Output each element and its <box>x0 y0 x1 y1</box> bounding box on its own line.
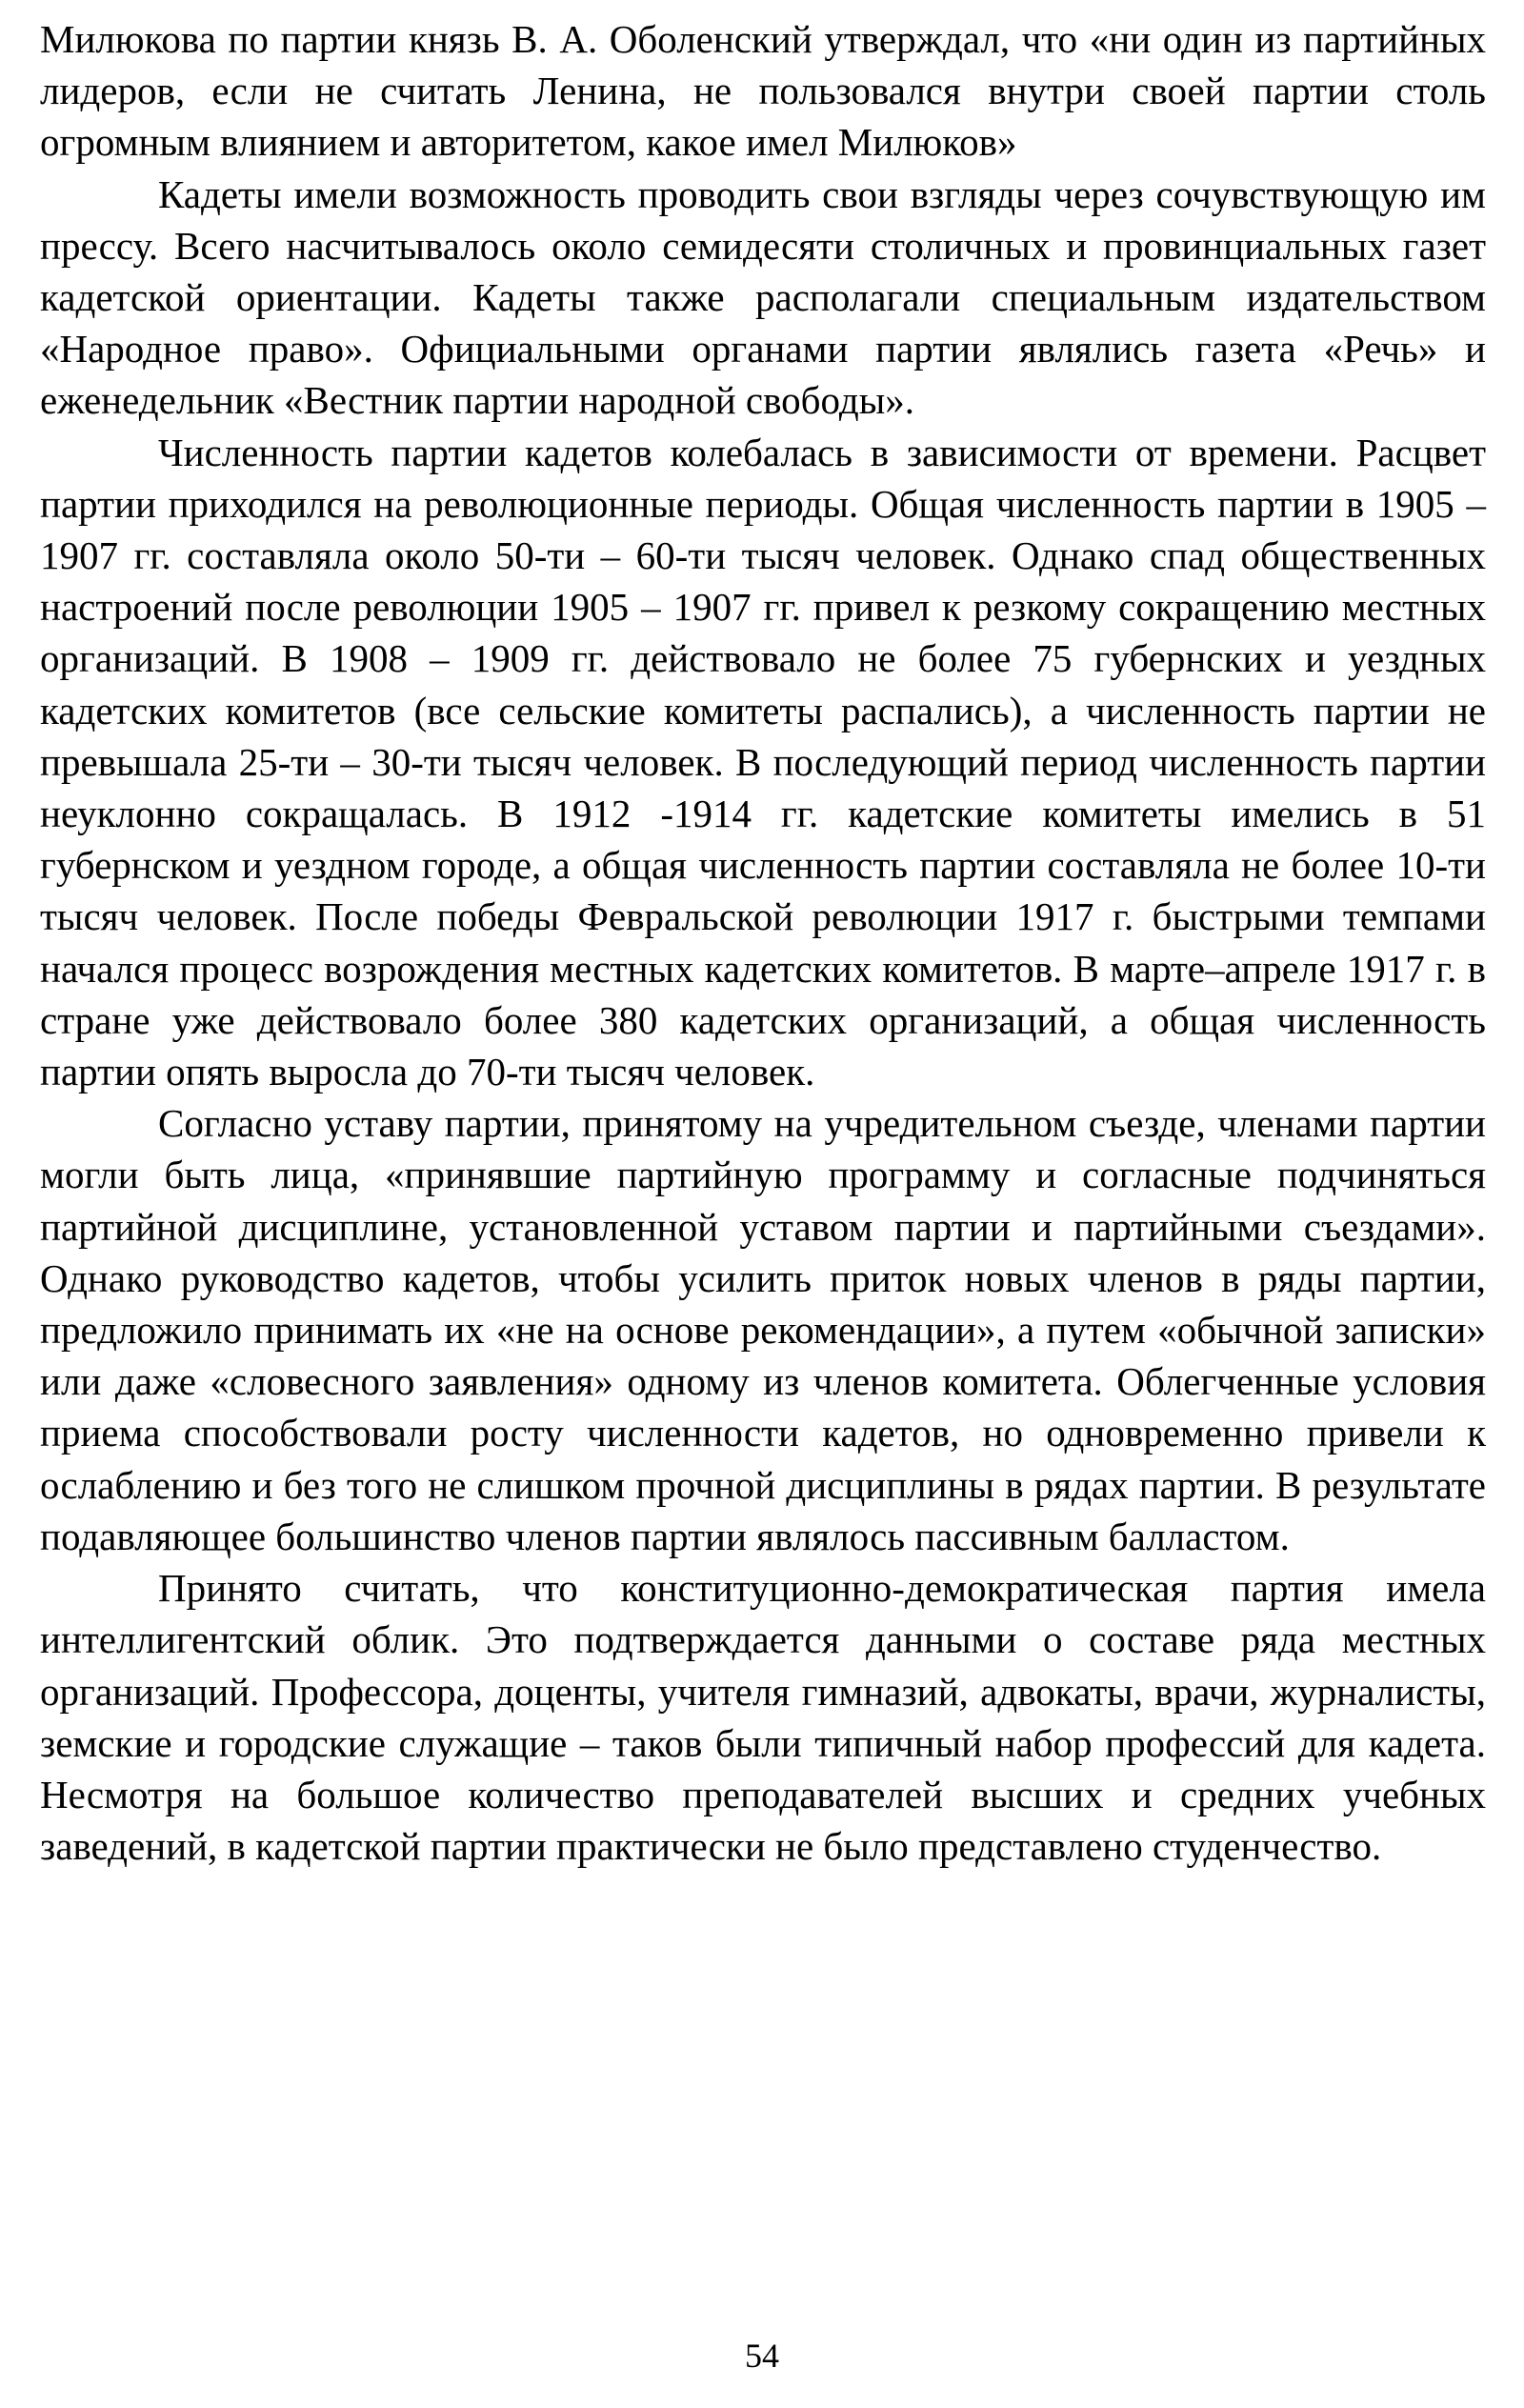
paragraph-charter: Согласно уставу партии, принятому на учредительном съезде, членами партии могли быть лица, «принявшие партийную программу и согласные подчиняться партийной дисциплине, установленной уставом партии и партийными съездами». Однако руководство кадетов, чтобы усилить приток новых членов в ряды партии, предложило принимать их «не на основе рекомендации», а путем «обычной записки» или даже «словесного заявления» одному из членов комитета. Облегченные условия приема способствовали росту численности кадетов, но одновременно привели к ослаблению и без того не слишком прочной дисциплины в рядах партии. В результате подавляющее большинство членов партии являлось пассивным балластом. <box>40 1101 1486 1558</box>
paragraph-composition: Принято считать, что конституционно-демократическая партия имела интеллигентский облик. Это подтверждается данными о составе ряда местных организаций. Профессора, доценты, учителя гимназий, адвокаты, врачи, журналисты, земские и городские служащие – таков были типичный набор профессий для кадета. Несмотря на большое количество преподавателей высших и средних учебных заведений, в кадетской партии практически не было представлено студенчество. <box>40 1566 1486 1869</box>
paragraph-membership-numbers: Численность партии кадетов колебалась в зависимости от времени. Расцвет партии приходился на революционные периоды. Общая численность партии в 1905 – 1907 гг. составляла около 50-ти – 60-ти тысяч человек. Однако спад общественных настроений после революции 1905 – 1907 гг. привел к резкому сокращению местных организаций. В 1908 – 1909 гг. действовало не более 75 губернских и уездных кадетских комитетов (все сельские комитеты распались), а численность партии не превышала 25-ти – 30-ти тысяч человек. В последующий период численность партии неуклонно сокращалась. В 1912 -1914 гг. кадетские комитеты имелись в 51 губернском и уездном городе, а общая численность партии составляла не более 10-ти тысяч человек. После победы Февральской революции 1917 г. быстрыми темпами начался процесс возрождения местных кадетских комитетов. В марте–апреле 1917 г. в стране уже действовало более 380 кадетских организаций, а общая численность партии опять выросла до 70-ти тысяч человек. <box>40 430 1486 1094</box>
document-page <box>40 13 1486 1872</box>
paragraph-press: Кадеты имели возможность проводить свои взгляды через сочувствующую им прессу. Всего насчитывалось около семидесяти столичных и провинциальных газет кадетской ориентации. Кадеты также располагали специальным издательством «Народное право». Официальными органами партии являлись газета «Речь» и еженедельник «Вестник партии народной свободы». <box>40 171 1486 423</box>
paragraph-continuation: Милюкова по партии князь В. А. Оболенский утверждал, что «ни один из партийных лидеров, если не считать Ленина, не пользовался внутри своей партии столь огромным влиянием и авторитетом, какое имел Милюков» <box>40 17 1486 165</box>
page-number: 54 <box>745 2337 779 2375</box>
